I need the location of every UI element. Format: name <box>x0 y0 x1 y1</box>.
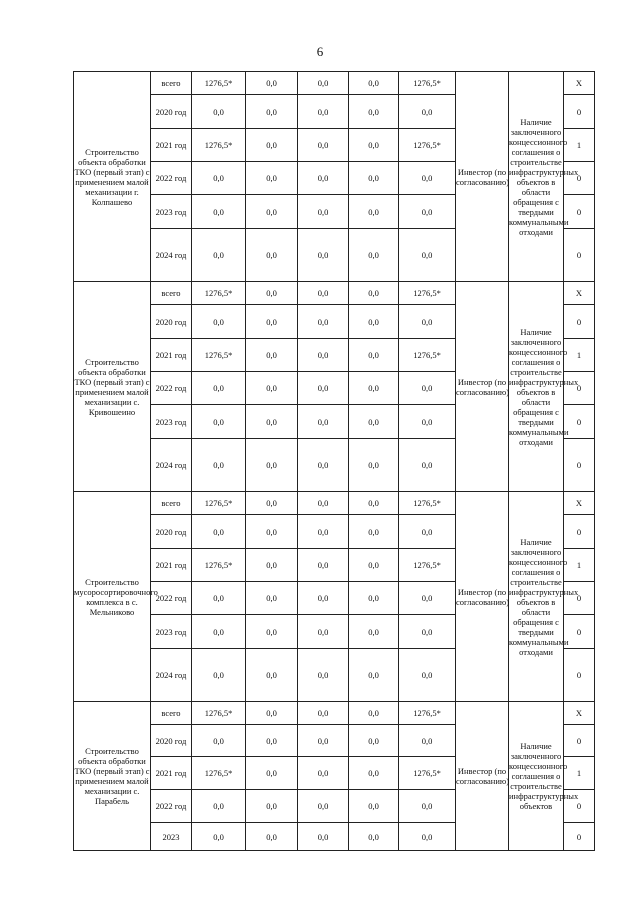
local-budget-cell: 0,0 <box>349 282 399 305</box>
indicator-value-cell: 1 <box>564 339 595 372</box>
local-budget-cell: 0,0 <box>349 305 399 339</box>
extrabudgetary-cell: 1276,5* <box>399 549 456 582</box>
federal-budget-cell: 0,0 <box>246 162 298 195</box>
extrabudgetary-cell: 1276,5* <box>399 339 456 372</box>
period-cell: 2024 год <box>151 649 192 702</box>
extrabudgetary-cell: 0,0 <box>399 405 456 439</box>
executor-cell: Инвестор (по согласованию) <box>456 282 509 492</box>
federal-budget-cell: 0,0 <box>246 195 298 229</box>
period-cell: всего <box>151 72 192 95</box>
indicator-value-cell: 0 <box>564 582 595 615</box>
local-budget-cell: 0,0 <box>349 439 399 492</box>
extrabudgetary-cell: 0,0 <box>399 649 456 702</box>
indicator-value-cell: Х <box>564 702 595 725</box>
local-budget-cell: 0,0 <box>349 195 399 229</box>
local-budget-cell: 0,0 <box>349 582 399 615</box>
indicator-value-cell: 0 <box>564 439 595 492</box>
indicator-value-cell: Х <box>564 492 595 515</box>
federal-budget-cell: 0,0 <box>246 129 298 162</box>
indicator-cell: Наличие заключенного концессионного соглашения о строительстве инфраструктурных объектов в области обращения с твердыми коммунальными отходами <box>509 72 564 282</box>
regional-budget-cell: 0,0 <box>298 823 349 851</box>
regional-budget-cell: 0,0 <box>298 615 349 649</box>
indicator-value-cell: Х <box>564 282 595 305</box>
indicator-value-cell: 1 <box>564 549 595 582</box>
period-cell: 2020 год <box>151 305 192 339</box>
extrabudgetary-cell: 0,0 <box>399 439 456 492</box>
federal-budget-cell: 0,0 <box>246 305 298 339</box>
local-budget-cell: 0,0 <box>349 372 399 405</box>
indicator-value-cell: 0 <box>564 725 595 757</box>
total-cell: 0,0 <box>192 229 246 282</box>
total-cell: 0,0 <box>192 823 246 851</box>
extrabudgetary-cell: 1276,5* <box>399 702 456 725</box>
extrabudgetary-cell: 0,0 <box>399 725 456 757</box>
period-cell: 2021 год <box>151 757 192 790</box>
period-cell: 2023 <box>151 823 192 851</box>
table-row <box>74 72 595 95</box>
total-cell: 0,0 <box>192 649 246 702</box>
regional-budget-cell: 0,0 <box>298 790 349 823</box>
extrabudgetary-cell: 0,0 <box>399 515 456 549</box>
extrabudgetary-cell: 1276,5* <box>399 757 456 790</box>
federal-budget-cell: 0,0 <box>246 649 298 702</box>
federal-budget-cell: 0,0 <box>246 725 298 757</box>
regional-budget-cell: 0,0 <box>298 549 349 582</box>
period-cell: 2022 год <box>151 162 192 195</box>
period-cell: 2021 год <box>151 339 192 372</box>
extrabudgetary-cell: 0,0 <box>399 615 456 649</box>
indicator-cell: Наличие заключенного концессионного соглашения о строительстве инфраструктурных объектов <box>509 702 564 851</box>
regional-budget-cell: 0,0 <box>298 195 349 229</box>
regional-budget-cell: 0,0 <box>298 339 349 372</box>
regional-budget-cell: 0,0 <box>298 162 349 195</box>
period-cell: 2023 год <box>151 615 192 649</box>
indicator-value-cell: 0 <box>564 405 595 439</box>
extrabudgetary-cell: 1276,5* <box>399 492 456 515</box>
federal-budget-cell: 0,0 <box>246 549 298 582</box>
regional-budget-cell: 0,0 <box>298 282 349 305</box>
federal-budget-cell: 0,0 <box>246 229 298 282</box>
local-budget-cell: 0,0 <box>349 162 399 195</box>
period-cell: 2024 год <box>151 229 192 282</box>
period-cell: всего <box>151 282 192 305</box>
federal-budget-cell: 0,0 <box>246 515 298 549</box>
federal-budget-cell: 0,0 <box>246 72 298 95</box>
federal-budget-cell: 0,0 <box>246 757 298 790</box>
total-cell: 1276,5* <box>192 702 246 725</box>
regional-budget-cell: 0,0 <box>298 582 349 615</box>
regional-budget-cell: 0,0 <box>298 757 349 790</box>
local-budget-cell: 0,0 <box>349 492 399 515</box>
period-cell: 2020 год <box>151 515 192 549</box>
table-row <box>74 492 595 515</box>
local-budget-cell: 0,0 <box>349 725 399 757</box>
local-budget-cell: 0,0 <box>349 72 399 95</box>
regional-budget-cell: 0,0 <box>298 372 349 405</box>
extrabudgetary-cell: 1276,5* <box>399 282 456 305</box>
regional-budget-cell: 0,0 <box>298 515 349 549</box>
federal-budget-cell: 0,0 <box>246 405 298 439</box>
total-cell: 1276,5* <box>192 129 246 162</box>
local-budget-cell: 0,0 <box>349 702 399 725</box>
indicator-value-cell: 1 <box>564 757 595 790</box>
page-number: 6 <box>316 44 324 59</box>
period-cell: 2021 год <box>151 129 192 162</box>
total-cell: 0,0 <box>192 95 246 129</box>
indicator-value-cell: 0 <box>564 649 595 702</box>
federal-budget-cell: 0,0 <box>246 615 298 649</box>
extrabudgetary-cell: 0,0 <box>399 195 456 229</box>
regional-budget-cell: 0,0 <box>298 439 349 492</box>
executor-cell: Инвестор (по согласованию) <box>456 492 509 702</box>
total-cell: 0,0 <box>192 405 246 439</box>
local-budget-cell: 0,0 <box>349 757 399 790</box>
total-cell: 0,0 <box>192 615 246 649</box>
local-budget-cell: 0,0 <box>349 615 399 649</box>
total-cell: 1276,5* <box>192 72 246 95</box>
total-cell: 1276,5* <box>192 549 246 582</box>
total-cell: 1276,5* <box>192 492 246 515</box>
extrabudgetary-cell: 0,0 <box>399 582 456 615</box>
period-cell: всего <box>151 702 192 725</box>
total-cell: 1276,5* <box>192 339 246 372</box>
local-budget-cell: 0,0 <box>349 129 399 162</box>
extrabudgetary-cell: 0,0 <box>399 790 456 823</box>
indicator-value-cell: 0 <box>564 823 595 851</box>
period-cell: 2022 год <box>151 582 192 615</box>
extrabudgetary-cell: 0,0 <box>399 95 456 129</box>
period-cell: 2020 год <box>151 725 192 757</box>
regional-budget-cell: 0,0 <box>298 702 349 725</box>
regional-budget-cell: 0,0 <box>298 95 349 129</box>
period-cell: 2020 год <box>151 95 192 129</box>
extrabudgetary-cell: 0,0 <box>399 372 456 405</box>
federal-budget-cell: 0,0 <box>246 823 298 851</box>
federal-budget-cell: 0,0 <box>246 702 298 725</box>
object-name-cell: Строительство объекта обработки ТКО (первый этап) с применением малой механизации с. Кривошеино <box>74 282 151 492</box>
local-budget-cell: 0,0 <box>349 95 399 129</box>
regional-budget-cell: 0,0 <box>298 72 349 95</box>
local-budget-cell: 0,0 <box>349 229 399 282</box>
indicator-value-cell: 0 <box>564 229 595 282</box>
extrabudgetary-cell: 0,0 <box>399 229 456 282</box>
period-cell: всего <box>151 492 192 515</box>
object-name-cell: Строительство объекта обработки ТКО (первый этап) с применением малой механизации с. Парабель <box>74 702 151 851</box>
indicator-value-cell: 0 <box>564 790 595 823</box>
regional-budget-cell: 0,0 <box>298 305 349 339</box>
local-budget-cell: 0,0 <box>349 339 399 372</box>
extrabudgetary-cell: 0,0 <box>399 162 456 195</box>
federal-budget-cell: 0,0 <box>246 372 298 405</box>
extrabudgetary-cell: 1276,5* <box>399 72 456 95</box>
federal-budget-cell: 0,0 <box>246 439 298 492</box>
federal-budget-cell: 0,0 <box>246 790 298 823</box>
indicator-value-cell: 0 <box>564 615 595 649</box>
extrabudgetary-cell: 0,0 <box>399 823 456 851</box>
indicator-value-cell: Х <box>564 72 595 95</box>
total-cell: 0,0 <box>192 195 246 229</box>
federal-budget-cell: 0,0 <box>246 95 298 129</box>
indicator-value-cell: 0 <box>564 195 595 229</box>
indicator-cell: Наличие заключенного концессионного соглашения о строительстве инфраструктурных объектов в области обращения с твердыми коммунальными отходами <box>509 492 564 702</box>
total-cell: 0,0 <box>192 790 246 823</box>
total-cell: 1276,5* <box>192 757 246 790</box>
total-cell: 0,0 <box>192 305 246 339</box>
local-budget-cell: 0,0 <box>349 649 399 702</box>
regional-budget-cell: 0,0 <box>298 229 349 282</box>
total-cell: 0,0 <box>192 582 246 615</box>
regional-budget-cell: 0,0 <box>298 649 349 702</box>
federal-budget-cell: 0,0 <box>246 339 298 372</box>
indicator-cell: Наличие заключенного концессионного соглашения о строительстве инфраструктурных объектов в области обращения с твердыми коммунальными отходами <box>509 282 564 492</box>
regional-budget-cell: 0,0 <box>298 725 349 757</box>
total-cell: 0,0 <box>192 725 246 757</box>
total-cell: 0,0 <box>192 515 246 549</box>
executor-cell: Инвестор (по согласованию) <box>456 702 509 851</box>
total-cell: 0,0 <box>192 162 246 195</box>
period-cell: 2023 год <box>151 405 192 439</box>
federal-budget-cell: 0,0 <box>246 582 298 615</box>
table-row <box>74 282 595 305</box>
federal-budget-cell: 0,0 <box>246 492 298 515</box>
extrabudgetary-cell: 0,0 <box>399 305 456 339</box>
extrabudgetary-cell: 1276,5* <box>399 129 456 162</box>
total-cell: 0,0 <box>192 372 246 405</box>
federal-budget-cell: 0,0 <box>246 282 298 305</box>
period-cell: 2021 год <box>151 549 192 582</box>
indicator-value-cell: 1 <box>564 129 595 162</box>
executor-cell: Инвестор (по согласованию) <box>456 72 509 282</box>
measures-table <box>73 71 595 851</box>
local-budget-cell: 0,0 <box>349 515 399 549</box>
indicator-value-cell: 0 <box>564 515 595 549</box>
indicator-value-cell: 0 <box>564 372 595 405</box>
regional-budget-cell: 0,0 <box>298 405 349 439</box>
object-name-cell: Строительство мусоросортировочного комплекса в с. Мельниково <box>74 492 151 702</box>
indicator-value-cell: 0 <box>564 95 595 129</box>
local-budget-cell: 0,0 <box>349 405 399 439</box>
regional-budget-cell: 0,0 <box>298 492 349 515</box>
local-budget-cell: 0,0 <box>349 790 399 823</box>
total-cell: 1276,5* <box>192 282 246 305</box>
local-budget-cell: 0,0 <box>349 823 399 851</box>
period-cell: 2022 год <box>151 372 192 405</box>
table-row <box>74 702 595 725</box>
local-budget-cell: 0,0 <box>349 549 399 582</box>
indicator-value-cell: 0 <box>564 305 595 339</box>
regional-budget-cell: 0,0 <box>298 129 349 162</box>
period-cell: 2024 год <box>151 439 192 492</box>
period-cell: 2023 год <box>151 195 192 229</box>
total-cell: 0,0 <box>192 439 246 492</box>
period-cell: 2022 год <box>151 790 192 823</box>
object-name-cell: Строительство объекта обработки ТКО (первый этап) с применением малой механизации г. Колпашево <box>74 72 151 282</box>
indicator-value-cell: 0 <box>564 162 595 195</box>
